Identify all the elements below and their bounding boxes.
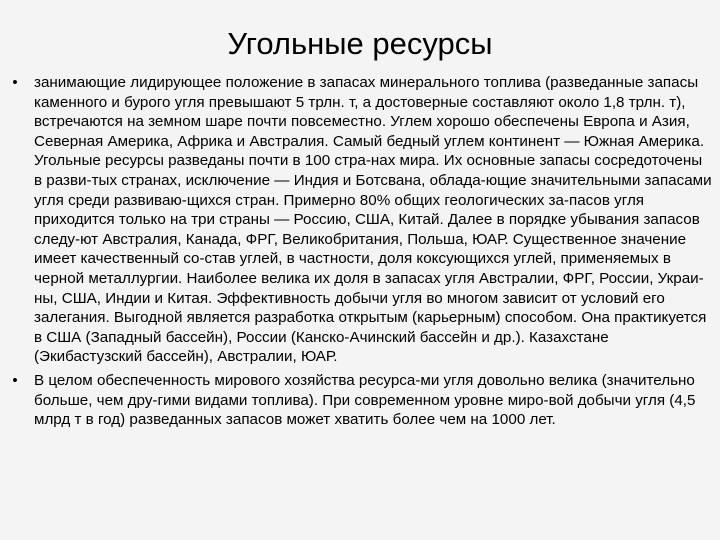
bullet-dot-icon: • [12,371,18,389]
bullet-dot-icon: • [12,74,18,91]
bullet-text: В целом обеспеченность мирового хозяйства ресурса-ми угля довольно велика (значительно больше, чем дру-гими видами топлива). При современном уровне миро-вой добычи угля (4,5 млрд т в год) разведанных запасов может хватить более чем на 1000 лет. [34,371,696,429]
bullet-item-2 [8,371,714,430]
bullet-item-1 [8,73,714,367]
bullet-list [8,73,714,434]
slide-title: Угольные ресурсы [227,26,493,61]
bullet-text: занимающие лидирующее положение в запасах минерального топлива (разведанные запасы каменного и бурого угля превышают 5 трлн. т, а достоверные составляют около 1,8 трлн. т), встречаются на земном шаре почти повсеместно. Углем хорошо обеспечены Европа и Азия, Северная Америка, Африка и Австралия. Самый бедный углем континент — Южная Америка. Угольные ресурсы разведаны почти в 100 стра-нах мира. Их основные запасы сосредоточены в разви-тых странах, исключение — Индия и Ботсвана, облада-ющие значительными запасами угля среди развиваю-щихся стран. Примерно 80% общих геологических за-пасов угля приходится только на три страны — Россию, США, Китай. Далее в порядке убывания запасов следу-ют Австралия, Канада, ФРГ, Великобритания, Польша, ЮАР. Существенное значение имеет качественный со-став углей, в частности, доля коксующихся углей, применяемых в черной металлургии. Наиболее велика их доля в запасах угля Австралии, ФРГ, России, Украи-ны, США, Индии и Китая. Эффективность добычи угля во многом зависит от условий его залегания. Выгодной является разработка открытым (карьерным) способом. Она практикуется в США (Западный бассейн), России (Канско-Ачинский бассейн и др.). Казахстане (Экибастузский бассейн), Австралии, ЮАР. [34,74,712,366]
